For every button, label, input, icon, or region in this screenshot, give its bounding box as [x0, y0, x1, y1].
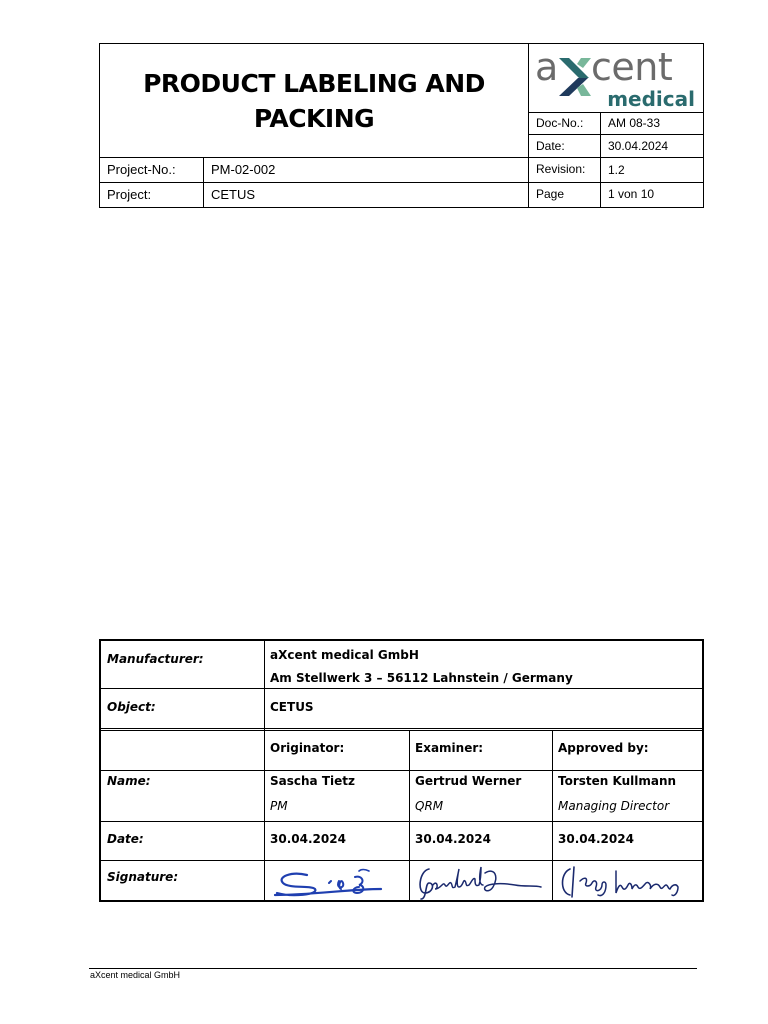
project-label: Project:: [107, 187, 152, 202]
page-label: Page: [536, 187, 565, 201]
examiner-date: 30.04.2024: [415, 832, 491, 846]
doc-no-label: Doc-No.:: [536, 116, 584, 130]
date-value: 30.04.2024: [608, 139, 669, 153]
footer-rule: [89, 968, 697, 969]
footer-company: aXcent medical GmbH: [90, 970, 181, 980]
axcent-medical-logo: [529, 44, 704, 112]
approved-by-header: Approved by:: [558, 741, 649, 755]
doc-no-value: AM 08-33: [608, 116, 661, 130]
project-value: CETUS: [211, 187, 256, 202]
examiner-header: Examiner:: [415, 741, 484, 755]
svg-text:medical: medical: [607, 87, 695, 111]
approver-signature: [558, 863, 698, 901]
examiner-role: QRM: [415, 799, 444, 813]
project-no-value: PM-02-002: [211, 162, 276, 177]
document-title: [100, 44, 528, 157]
revision-value: 1.2: [608, 163, 625, 177]
manufacturer-address: Am Stellwerk 3 – 56112 Lahnstein / Germany: [270, 671, 573, 685]
svg-text:cent: cent: [591, 45, 673, 89]
originator-signature: [271, 867, 403, 899]
originator-role: PM: [270, 799, 288, 813]
revision-label: Revision:: [536, 162, 586, 176]
manufacturer-name: aXcent medical GmbH: [270, 648, 419, 662]
object-value: CETUS: [270, 700, 314, 714]
approver-role: Managing Director: [558, 799, 670, 813]
signature-label: Signature:: [107, 870, 179, 884]
table-divider: [101, 770, 702, 771]
examiner-name: Gertrud Werner: [415, 774, 522, 788]
table-divider: [101, 728, 702, 731]
approver-name: Torsten Kullmann: [558, 774, 677, 788]
originator-header: Originator:: [270, 741, 345, 755]
name-label: Name:: [107, 774, 151, 788]
table-divider: [409, 731, 410, 900]
page-value: 1 von 10: [608, 187, 655, 201]
manufacturer-label: Manufacturer:: [107, 652, 204, 666]
table-divider: [101, 860, 702, 861]
project-no-label: Project-No.:: [107, 162, 176, 177]
originator-date: 30.04.2024: [270, 832, 346, 846]
title-line-1: PRODUCT LABELING AND: [143, 68, 485, 98]
object-label: Object:: [107, 700, 156, 714]
date-row-label: Date:: [107, 832, 144, 846]
originator-name: Sascha Tietz: [270, 774, 355, 788]
date-label: Date:: [536, 139, 565, 153]
title-line-2: PACKING: [253, 103, 375, 133]
table-divider: [552, 731, 553, 900]
table-divider: [101, 688, 702, 689]
approver-date: 30.04.2024: [558, 832, 634, 846]
svg-text:a: a: [535, 45, 559, 89]
approval-table: [99, 639, 704, 902]
examiner-signature: [415, 863, 550, 901]
document-header: [99, 43, 704, 208]
table-divider: [101, 821, 702, 822]
